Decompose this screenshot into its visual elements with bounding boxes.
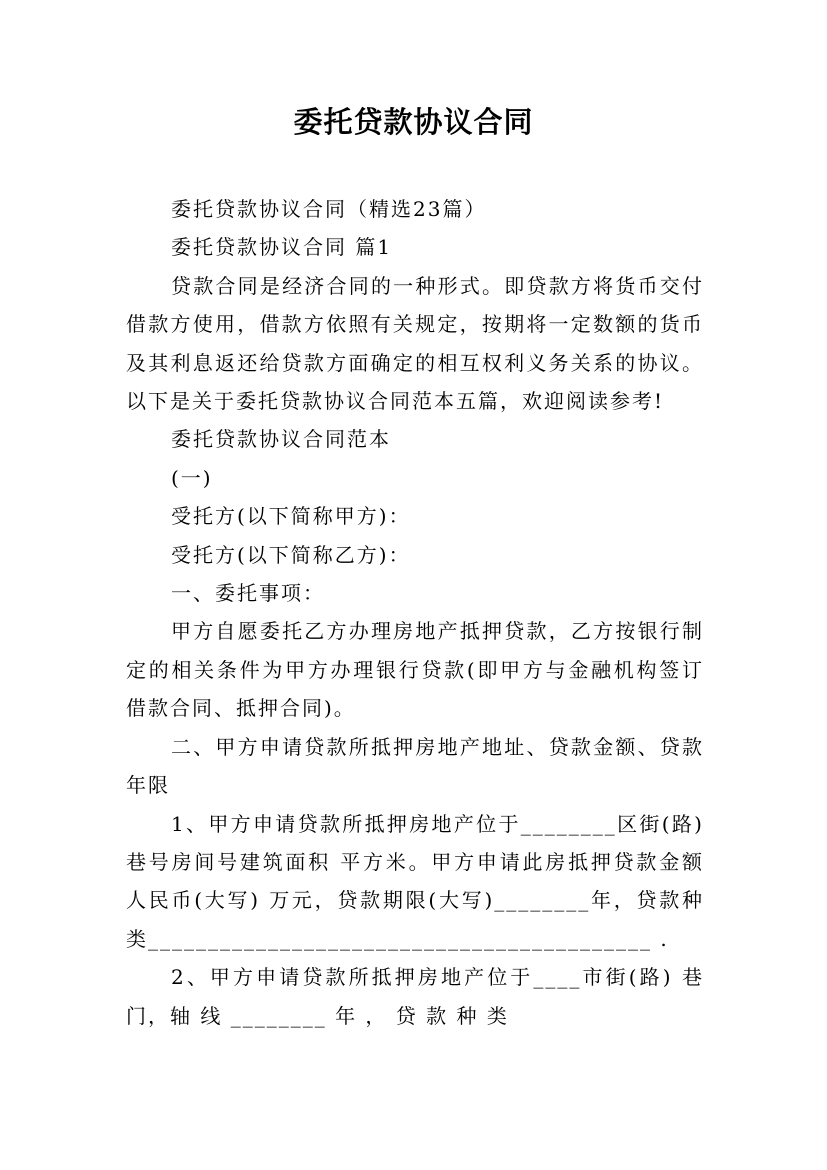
document-title: 委托贷款协议合同 (293, 105, 534, 139)
paragraph-party-b: 受托方(以下简称乙方)： (171, 542, 411, 567)
paragraph-clause-2-item-1: 1、甲方申请贷款所抵押房地产位于________区街(路)巷号房间号建筑面积 平方米。甲方申请此房抵押贷款金额人民币(大写) 万元，贷款期限(大写)________年，贷款种类__________________________________________ . (126, 811, 704, 951)
document-body (126, 190, 704, 1035)
paragraph-section-heading: 委托贷款协议合同 篇1 (171, 235, 393, 260)
paragraph-party-a: 受托方(以下简称甲方)： (171, 504, 411, 529)
paragraph-subtitle: 委托贷款协议合同（精选23篇） (171, 197, 487, 221)
paragraph-template-heading: 委托贷款协议合同范本 (171, 427, 391, 452)
paragraph-intro: 贷款合同是经济合同的一种形式。即贷款方将货币交付借款方使用，借款方依照有关规定，按期将一定数额的货币及其利息返还给贷款方面确定的相互权利义务关系的协议。以下是关于委托贷款协议合同范本五篇，欢迎阅读参考! (126, 273, 704, 414)
paragraph-clause-1-body: 甲方自愿委托乙方办理房地产抵押贷款，乙方按银行制定的相关条件为甲方办理银行贷款(即甲方与金融机构签订借款合同、抵押合同)。 (126, 619, 704, 721)
paragraph-clause-1-heading: 一、委托事项： (171, 581, 325, 606)
paragraph-number: (一) (171, 465, 213, 490)
paragraph-clause-2-heading: 二、甲方申请贷款所抵押房地产地址、贷款金额、贷款年限 (126, 734, 704, 798)
paragraph-clause-2-item-2: 2、甲方申请贷款所抵押房地产位于____市街(路) 巷门，轴 线 ________ 年 ， 贷 款 种 类 (126, 965, 704, 1028)
